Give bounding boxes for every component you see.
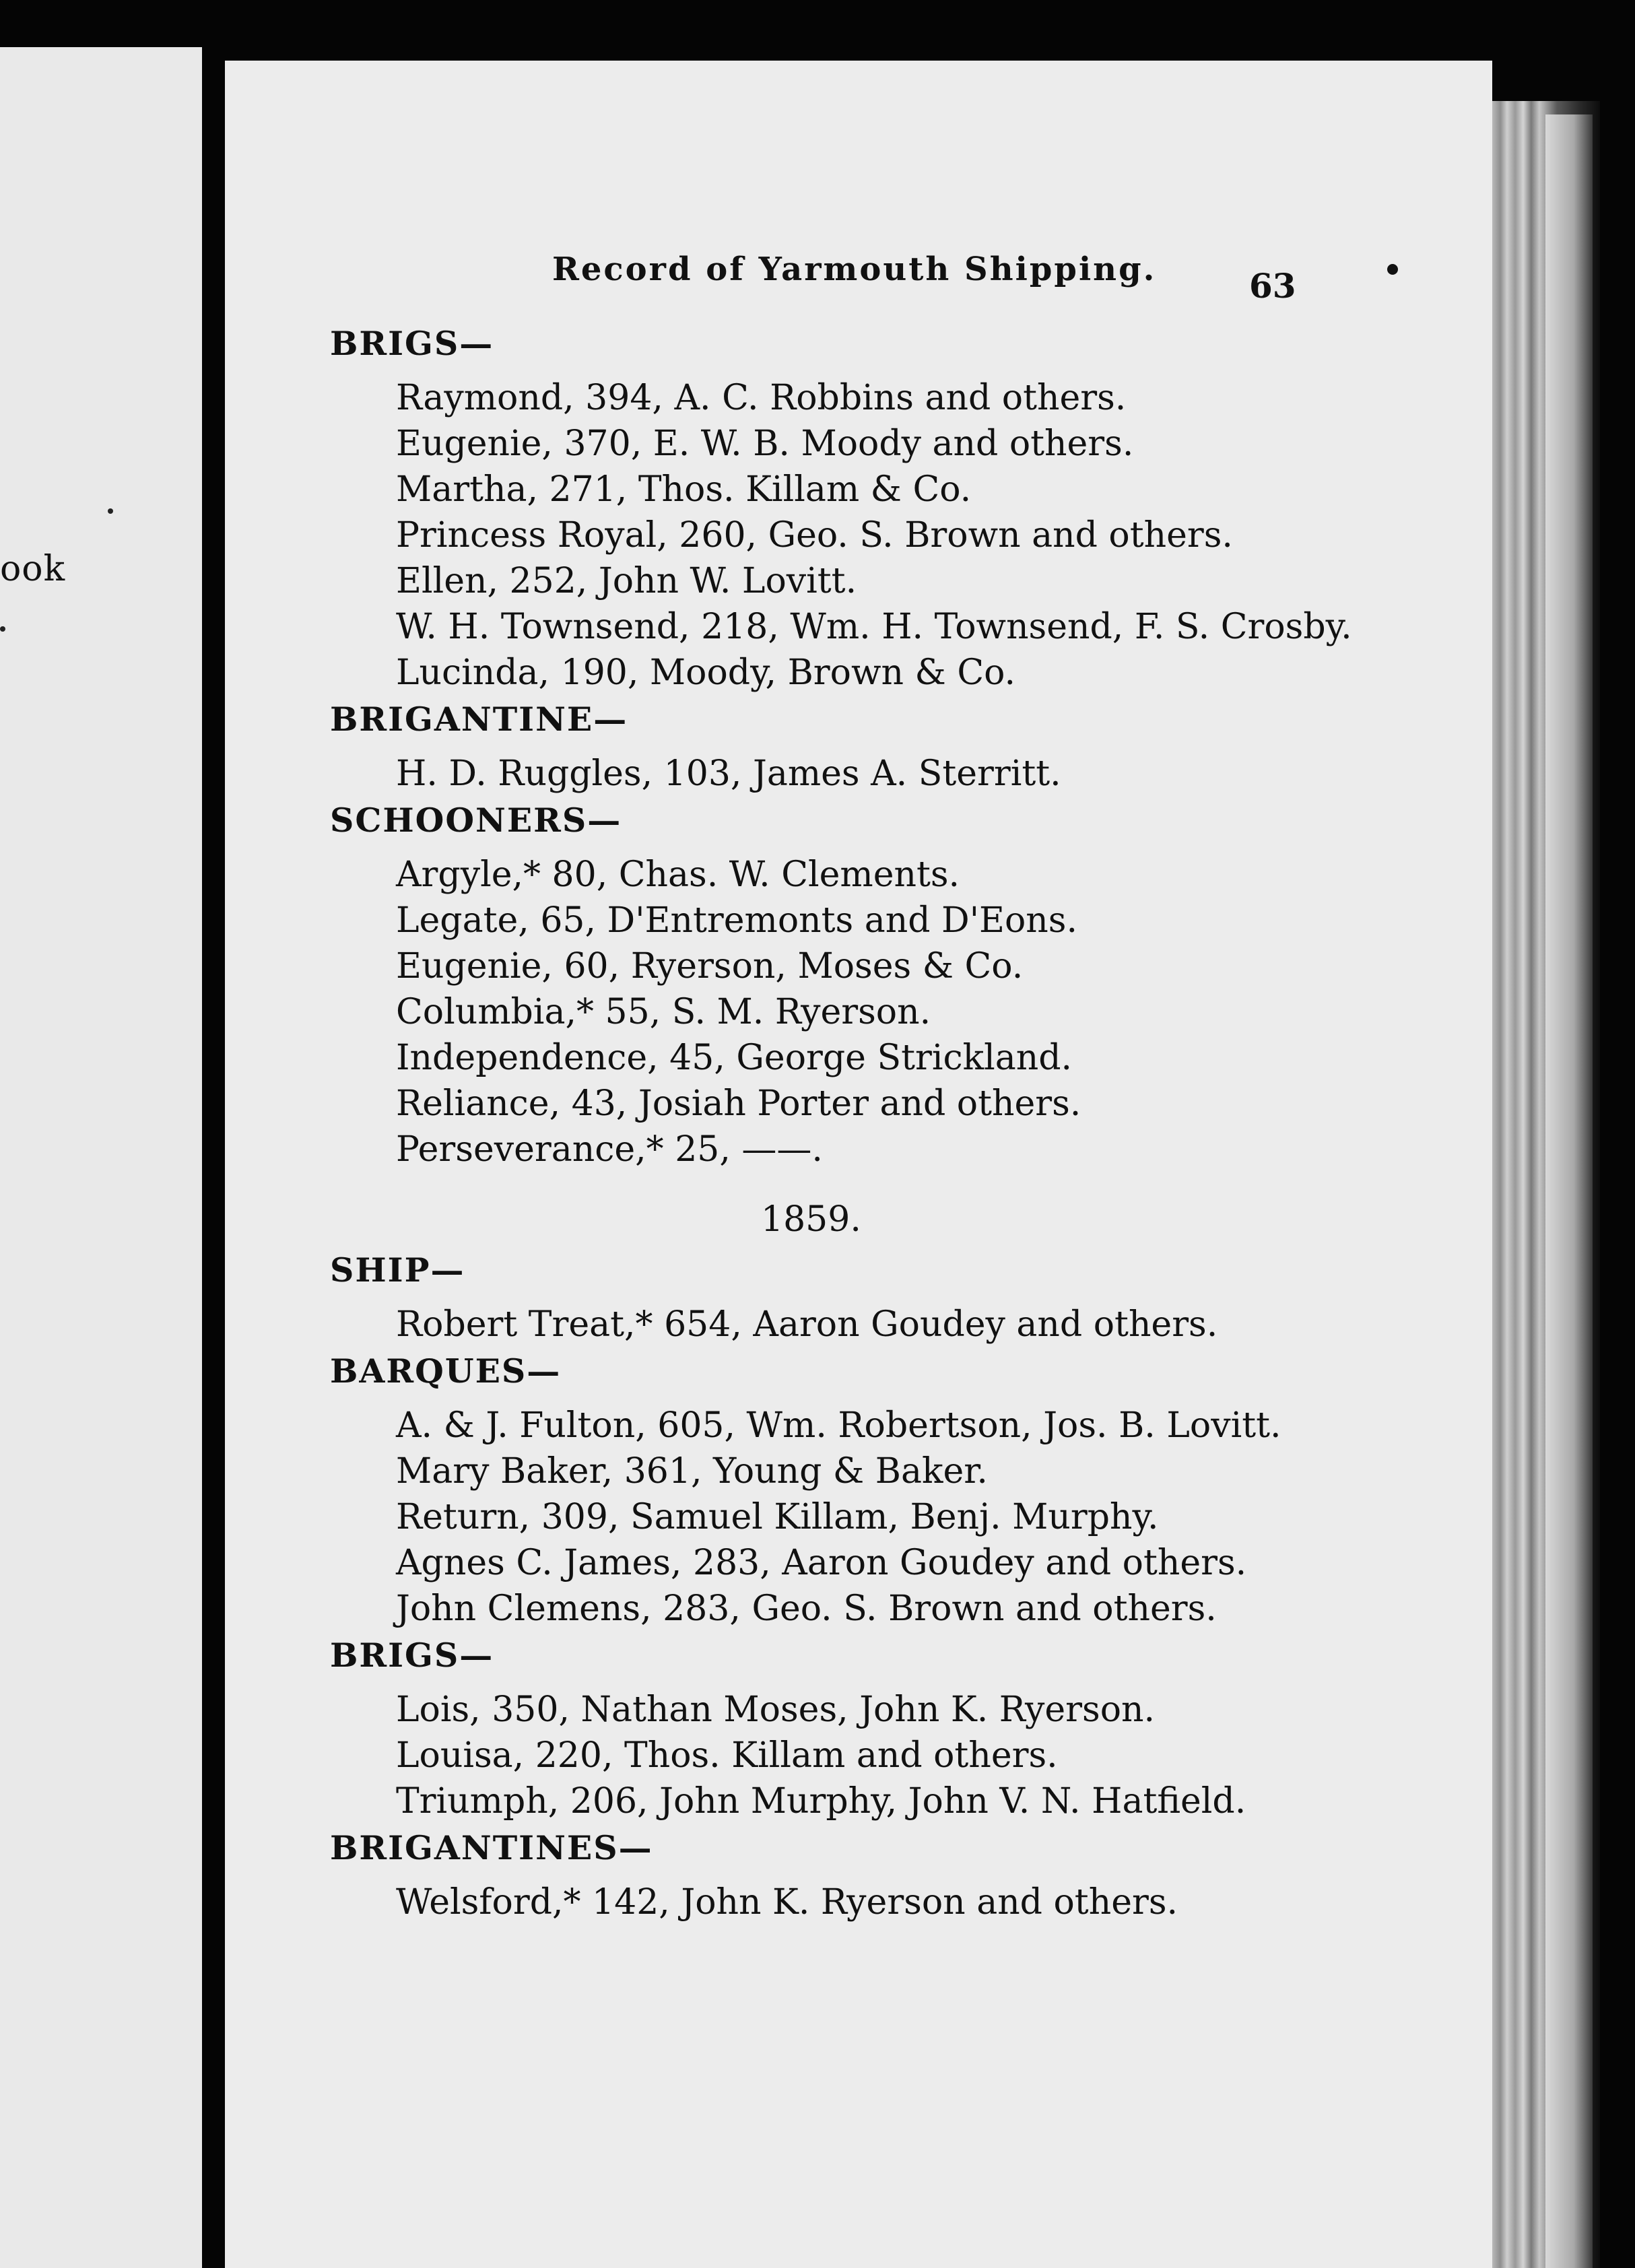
vessel-entry: A. & J. Fulton, 605, Wm. Robertson, Jos. B. Lovitt. [396,1405,1281,1446]
vessel-entry: Lois, 350, Nathan Moses, John K. Ryerson. [396,1690,1156,1730]
left-page-text-fragment: ook [0,549,66,589]
category-heading: BRIGS— [330,324,494,363]
year-heading: 1859. [761,1199,861,1240]
category-heading: BRIGS— [330,1636,494,1675]
vessel-entry: W. H. Townsend, 218, Wm. H. Townsend, F. S. Crosby. [396,607,1352,647]
running-head: Record of Yarmouth Shipping. [552,251,1157,288]
left-page-speck [108,508,113,514]
category-heading: BRIGANTINES— [330,1828,653,1867]
vessel-entry: Perseverance,* 25, ——. [396,1129,823,1170]
page-number: 63 [1249,266,1296,306]
shipping-record-list [330,320,1475,1925]
vessel-entry: H. D. Ruggles, 103, James A. Sterritt. [396,754,1061,794]
vessel-entry: Independence, 45, George Strickland. [396,1038,1073,1078]
left-page-speck [0,626,5,632]
vessel-entry: Mary Baker, 361, Young & Baker. [396,1451,988,1492]
vessel-entry: Agnes C. James, 283, Aaron Goudey and others. [396,1543,1247,1583]
vessel-entry: Martha, 271, Thos. Killam & Co. [396,469,972,510]
vessel-entry: Raymond, 394, A. C. Robbins and others. [396,378,1127,418]
vessel-entry: Return, 309, Samuel Killam, Benj. Murphy. [396,1497,1159,1537]
vessel-entry: Lucinda, 190, Moody, Brown & Co. [396,653,1016,693]
page-edges-highlight [1545,114,1593,2268]
vessel-entry: Princess Royal, 260, Geo. S. Brown and others. [396,515,1233,556]
book-gutter [202,0,225,2268]
bullet-mark [1387,264,1398,275]
vessel-entry: Eugenie, 370, E. W. B. Moody and others. [396,424,1134,464]
vessel-entry: Ellen, 252, John W. Lovitt. [396,561,857,601]
vessel-entry: John Clemens, 283, Geo. S. Brown and others. [396,1589,1217,1629]
vessel-entry: Louisa, 220, Thos. Killam and others. [396,1735,1058,1776]
left-facing-page [0,47,202,2268]
vessel-entry: Eugenie, 60, Ryerson, Moses & Co. [396,946,1024,987]
vessel-entry: Triumph, 206, John Murphy, John V. N. Hatfield. [396,1781,1246,1822]
vessel-entry: Legate, 65, D'Entremonts and D'Eons. [396,900,1077,941]
category-heading: SCHOONERS— [330,801,622,840]
vessel-entry: Columbia,* 55, S. M. Ryerson. [396,992,931,1032]
vessel-entry: Robert Treat,* 654, Aaron Goudey and others. [396,1304,1218,1345]
vessel-entry: Welsford,* 142, John K. Ryerson and others. [396,1882,1178,1923]
category-heading: SHIP— [330,1250,465,1290]
vessel-entry: Reliance, 43, Josiah Porter and others. [396,1083,1081,1124]
category-heading: BARQUES— [330,1352,562,1391]
category-heading: BRIGANTINE— [330,700,628,739]
vessel-entry: Argyle,* 80, Chas. W. Clements. [396,855,960,895]
